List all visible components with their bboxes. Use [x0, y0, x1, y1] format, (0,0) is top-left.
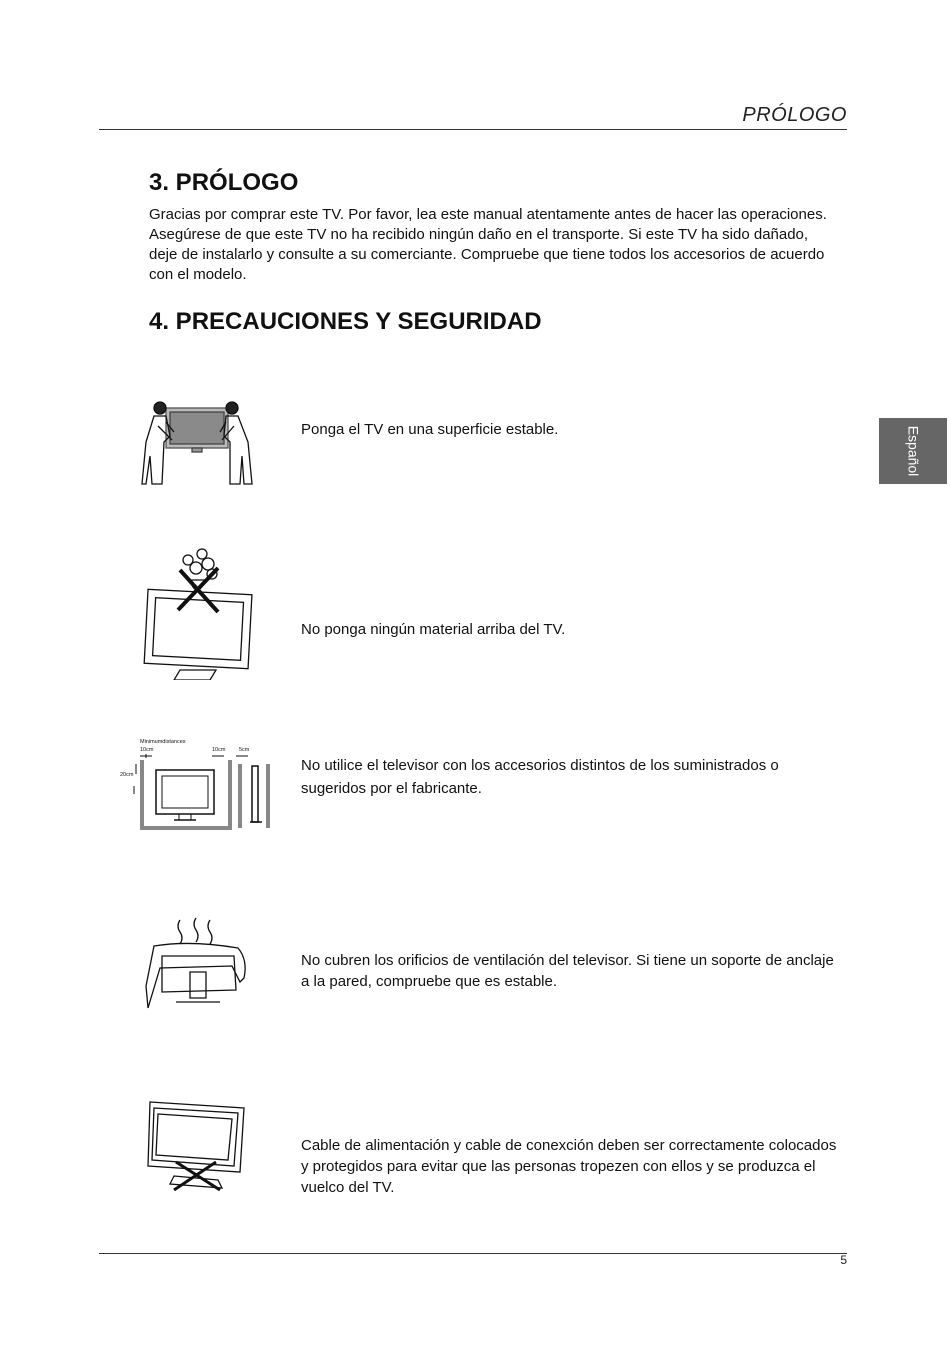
- precaution-2-text: No ponga ningún material arriba del TV.: [301, 621, 566, 638]
- no-objects-on-tv-illustration: [140, 540, 255, 680]
- footer-rule: [99, 1253, 847, 1254]
- section-3-title: 3. PRÓLOGO: [149, 169, 299, 196]
- precaution-4-text: No cubren los orificios de ventilación del televisor. Si tiene un soporte de anclaje a la pared, compruebe que es estable.: [301, 952, 834, 990]
- ventilation-illustration: [140, 916, 255, 1014]
- section-3-text: Gracias por comprar este TV. Por favor, lea este manual atentamente antes de hacer las operaciones. Asegúrese de que este TV no ha recibido ningún daño en el transporte. Si este TV ha sido dañado, deje de instalarlo y consulte a su comerciante. Compruebe que tiene todos los accesorios de acuerdo con el modelo.: [149, 206, 827, 283]
- carry-tv-illustration: [140, 396, 258, 488]
- language-tab: [879, 418, 947, 484]
- minimum-distances-diagram: [116, 736, 272, 834]
- precaution-3-text: No utilice el televisor con los accesorios distintos de los suministrados o sugeridos por el fabricante.: [301, 757, 779, 797]
- diagram-right-distance: 10cm: [212, 747, 226, 753]
- precaution-5-text: Cable de alimentación y cable de conexción deben ser correctamente colocados y protegidos para evitar que las personas tropezen con ellos y se produzca el vuelco del TV.: [301, 1137, 837, 1196]
- running-header: PRÓLOGO: [742, 104, 847, 126]
- diagram-top-distance: 20cm: [120, 772, 134, 778]
- header-rule: [99, 129, 847, 130]
- page-number: 5: [840, 1253, 847, 1267]
- cable-illustration: [142, 1098, 252, 1196]
- diagram-left-distance: 10cm: [140, 747, 154, 753]
- section-4-title: 4. PRECAUCIONES Y SEGURIDAD: [149, 308, 542, 335]
- precaution-1-text: Ponga el TV en una superficie estable.: [301, 421, 559, 438]
- diagram-side-distance: 5cm: [239, 747, 250, 753]
- diagram-title: Minimumdistances: [140, 739, 186, 745]
- language-tab-label: Español: [905, 425, 921, 477]
